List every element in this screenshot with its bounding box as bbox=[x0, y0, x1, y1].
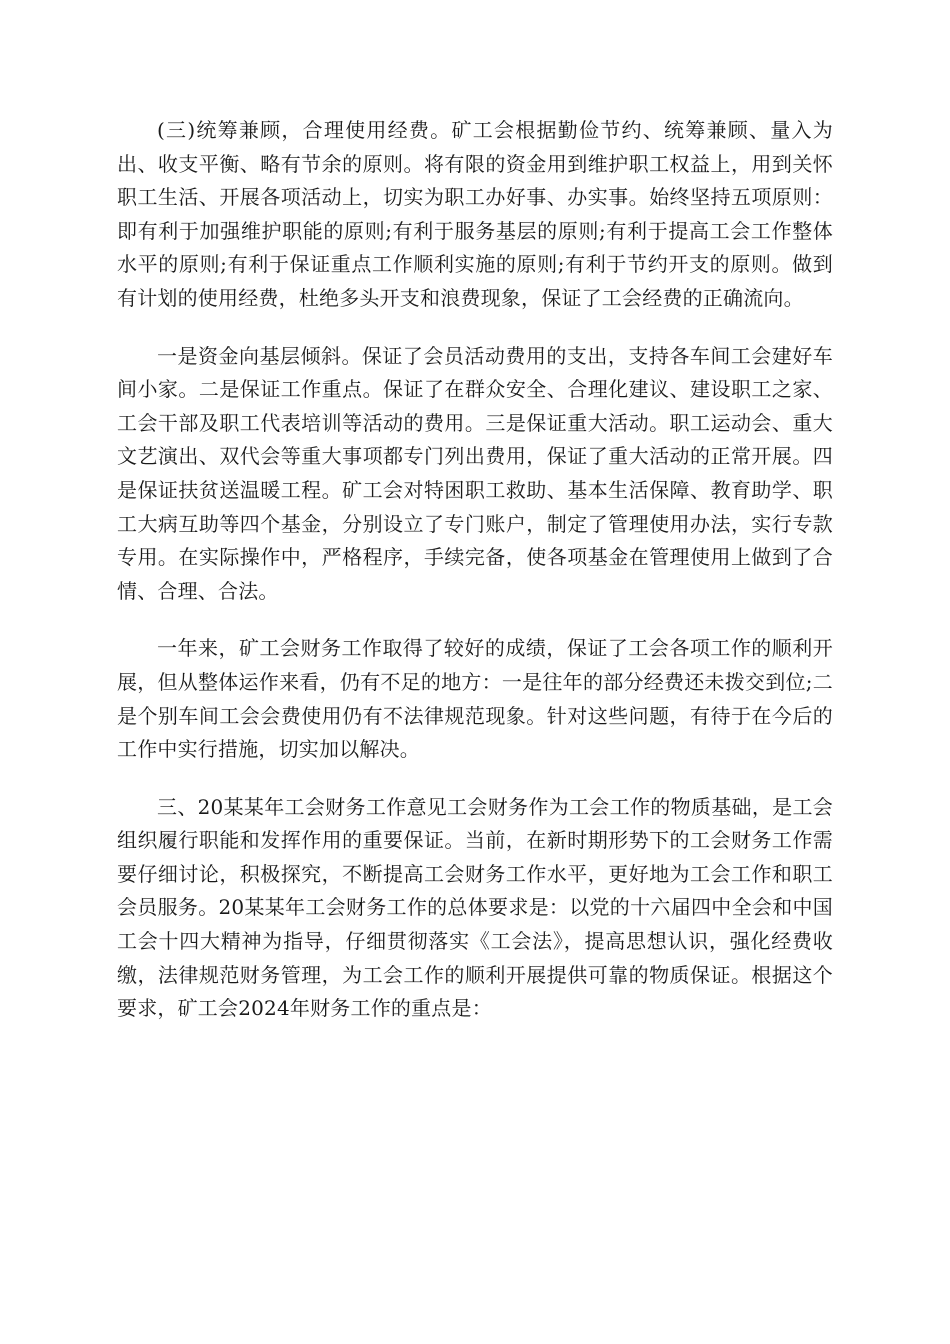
paragraph-fund-allocation: 一是资金向基层倾斜。保证了会员活动费用的支出，支持各车间工会建好车间小家。二是保证工作重点。保证了在群众安全、合理化建议、建设职工之家、工会干部及职工代表培训等活动的费用。三是保证重大活动。职工运动会、重大文艺演出、双代会等重大事项都专门列出费用，保证了重大活动的正常开展。四是保证扶贫送温暖工程。矿工会对特困职工救助、基本生活保障、教育助学、职工大病互助等四个基金，分别设立了专门账户，制定了管理使用办法，实行专款专用。在实际操作中，严格程序，手续完备，使各项基金在管理使用上做到了合情、合理、合法。 bbox=[117, 343, 833, 603]
paragraph-year-review: 一年来，矿工会财务工作取得了较好的成绩，保证了工会各项工作的顺利开展，但从整体运作来看，仍有不足的地方：一是往年的部分经费还未拨交到位;二是个别车间工会会费使用仍有不法律规范现象。针对这些问题，有待于在今后的工作中实行措施，切实加以解决。 bbox=[117, 636, 833, 762]
document-page bbox=[117, 114, 833, 1050]
paragraph-next-year-plan: 三、20某某年工会财务工作意见工会财务作为工会工作的物质基础，是工会组织履行职能和发挥作用的重要保证。当前，在新时期形势下的工会财务工作需要仔细讨论，积极探究，不断提高工会财务工作水平，更好地为工会工作和职工会员服务。20某某年工会财务工作的总体要求是：以党的十六届四中全会和中国工会十四大精神为指导，仔细贯彻落实《工会法》，提高思想认识，强化经费收缴，法律规范财务管理，为工会工作的顺利开展提供可靠的物质保证。根据这个要求，矿工会2024年财务工作的重点是： bbox=[117, 794, 833, 1021]
paragraph-fund-usage-principles: (三)统筹兼顾，合理使用经费。矿工会根据勤俭节约、统筹兼顾、量入为出、收支平衡、略有节余的原则。将有限的资金用到维护职工权益上，用到关怀职工生活、开展各项活动上，切实为职工办好事、办实事。始终坚持五项原则：即有利于加强维护职能的原则;有利于服务基层的原则;有利于提高工会工作整体水平的原则;有利于保证重点工作顺利实施的原则;有利于节约开支的原则。做到有计划的使用经费，杜绝多头开支和浪费现象，保证了工会经费的正确流向。 bbox=[117, 118, 833, 310]
